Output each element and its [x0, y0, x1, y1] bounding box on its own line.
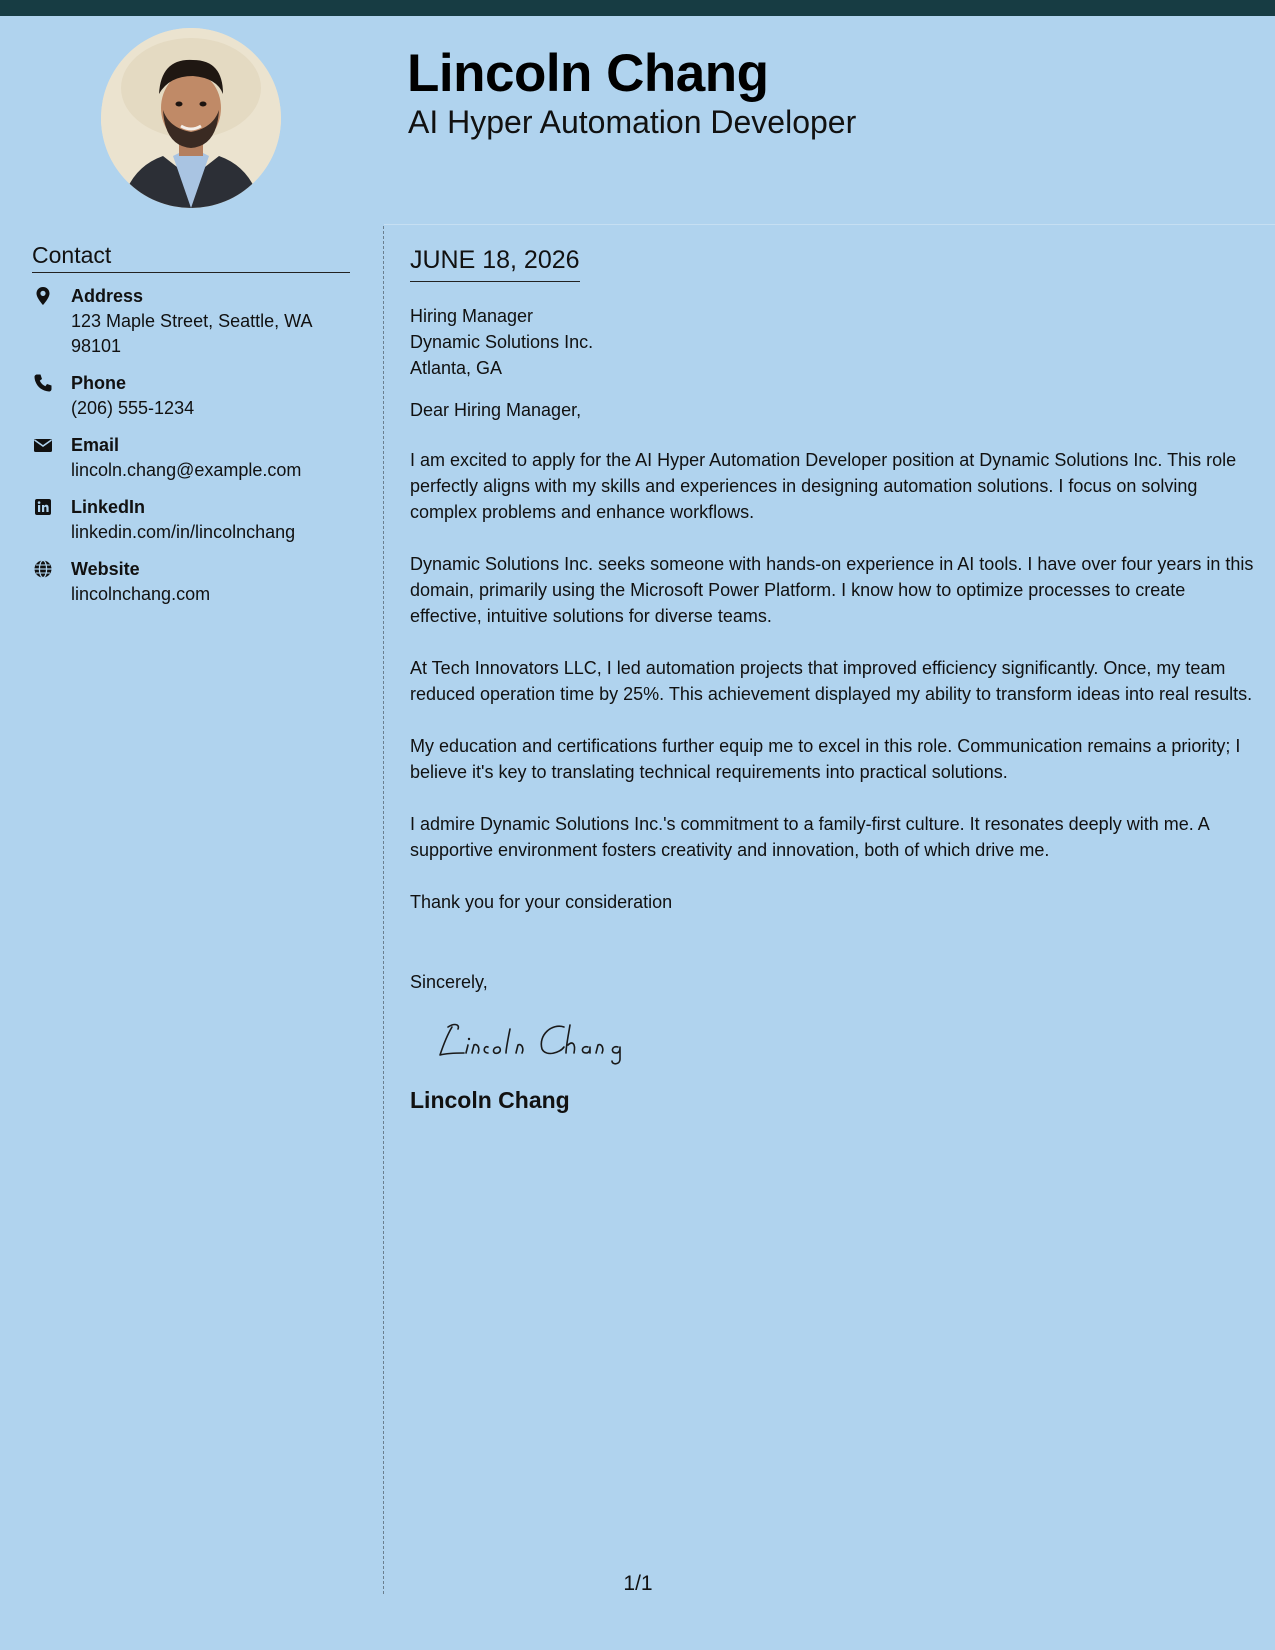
- body-paragraph: At Tech Innovators LLC, I led automation projects that improved efficiency significantly. Once, my team reduced operation time by 25%. This achievement displayed my ability to transform ideas into real results.: [410, 658, 1253, 704]
- letter-date: JUNE 18, 2026: [410, 244, 580, 282]
- body-paragraph: I am excited to apply for the AI Hyper Automation Developer position at Dynamic Solutions Inc. This role perfectly aligns with my skills and experiences in designing automation solutions. I focus on solving complex problems and enhance workflows.: [410, 450, 1237, 522]
- salutation: Dear Hiring Manager,: [410, 400, 582, 420]
- letter-body: [410, 303, 1256, 1115]
- recipient-line: Dynamic Solutions Inc.: [410, 332, 594, 352]
- contact-item-email: [32, 433, 352, 483]
- page-number: 1/1: [623, 1572, 653, 1595]
- contact-value: lincolnchang.com: [71, 584, 211, 604]
- contact-value: (206) 555-1234: [71, 398, 195, 418]
- globe-icon: [33, 559, 53, 579]
- body-paragraph: I admire Dynamic Solutions Inc.'s commitment to a family-first culture. It resonates deeply with me. A supportive environment fosters creativity and innovation, both of which drive me.: [410, 814, 1209, 860]
- contact-heading: Contact: [32, 240, 350, 273]
- closing-thanks: Thank you for your consideration: [410, 892, 673, 912]
- column-divider: [383, 226, 384, 1594]
- contact-item-address: [32, 284, 352, 359]
- linkedin-icon: [33, 497, 53, 517]
- job-title: AI Hyper Automation Developer: [408, 104, 857, 140]
- body-paragraph: My education and certifications further equip me to excel in this role. Communication remains a priority; I believe it's key to translating technical requirements into practical solutions.: [410, 736, 1241, 782]
- map-pin-icon: [33, 286, 53, 306]
- sign-off: Sincerely,: [410, 972, 488, 992]
- contact-value: linkedin.com/in/lincolnchang: [71, 522, 296, 542]
- applicant-name: Lincoln Chang: [407, 44, 769, 103]
- header-divider: [384, 224, 1275, 225]
- signed-name: Lincoln Chang: [410, 1087, 570, 1113]
- contact-list: [32, 284, 352, 619]
- recipient-line: Atlanta, GA: [410, 358, 503, 378]
- contact-label: Phone: [71, 373, 127, 393]
- contact-label: Website: [71, 559, 140, 579]
- contact-item-website: [32, 557, 352, 607]
- handwritten-signature: [434, 1009, 664, 1069]
- contact-label: LinkedIn: [71, 497, 146, 517]
- recipient-block: [410, 303, 1256, 381]
- body-paragraph: Dynamic Solutions Inc. seeks someone with hands-on experience in AI tools. I have over four years in this domain, primarily using the Microsoft Power Platform. I know how to optimize processes to create effective, intuitive solutions for diverse teams.: [410, 554, 1254, 626]
- contact-label: Address: [71, 286, 144, 306]
- contact-item-phone: [32, 371, 352, 421]
- profile-photo: [101, 28, 281, 208]
- top-accent-bar: [0, 0, 1275, 16]
- contact-item-linkedin: [32, 495, 352, 545]
- contact-value: lincoln.chang@example.com: [71, 460, 302, 480]
- contact-label: Email: [71, 435, 120, 455]
- envelope-icon: [33, 435, 53, 455]
- phone-icon: [33, 373, 53, 393]
- contact-value: 123 Maple Street, Seattle, WA 98101: [71, 311, 312, 356]
- recipient-line: Hiring Manager: [410, 306, 534, 326]
